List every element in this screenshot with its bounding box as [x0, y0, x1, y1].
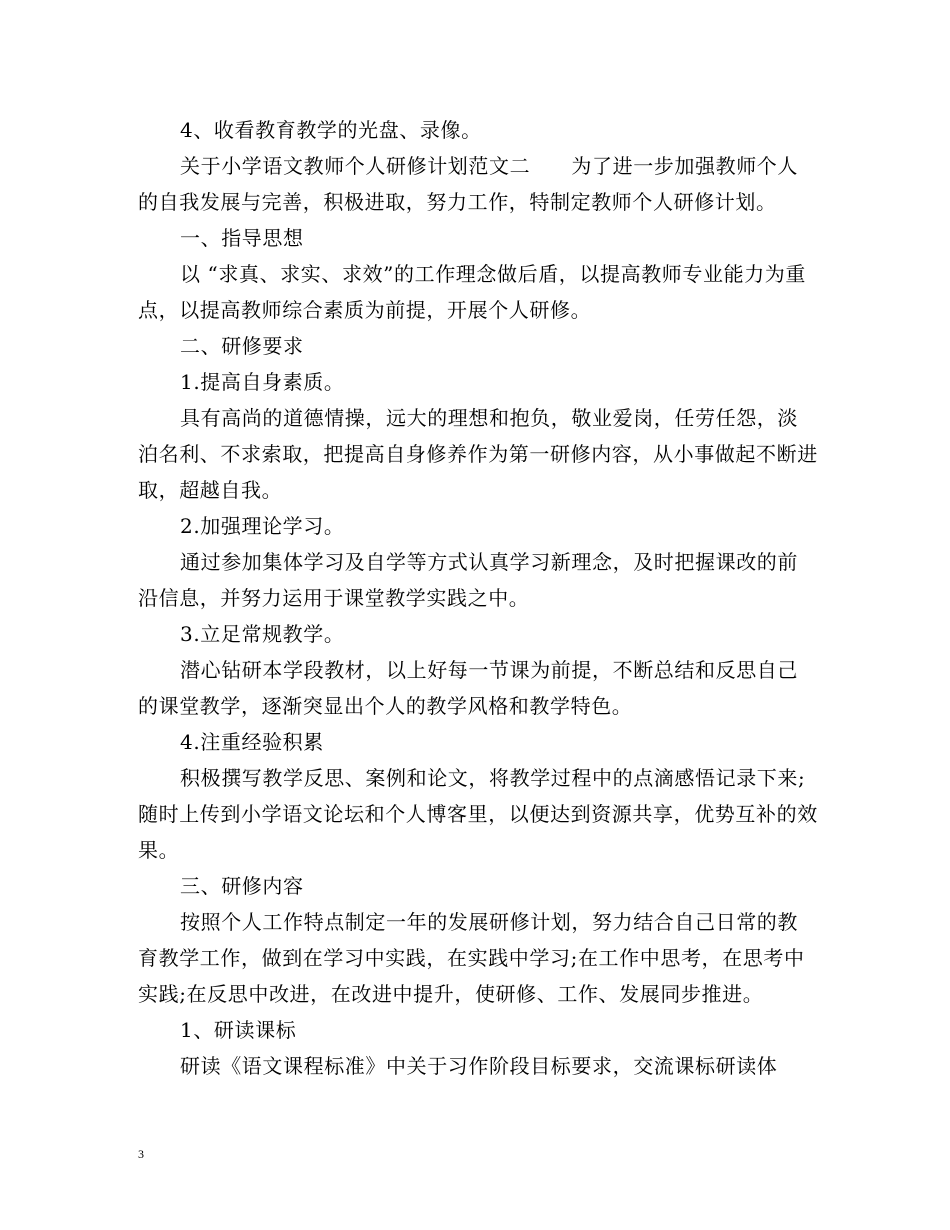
paragraph-experience: 积极撰写教学反思、案例和论文，将教学过程中的点滴感悟记录下来;随时上传到小学语文论坛和个人博客里，以便达到资源共享，优势互补的效果。	[138, 766, 818, 862]
section-heading-guiding-thought: 一、指导思想	[180, 226, 304, 250]
paragraph-guiding-thought: 以 “求真、求实、求效”的工作理念做后盾，以提高教师专业能力为重点，以提高教师综合素质为前提，开展个人研修。	[138, 262, 807, 322]
document-body	[138, 112, 818, 1084]
subheading-study-standards: 1、研读课标	[180, 1018, 297, 1042]
page-number: 3	[138, 1147, 144, 1161]
paragraph-theory-study: 通过参加集体学习及自学等方式认真学习新理念，及时把握课改的前沿信息，并努力运用于课堂教学实践之中。	[138, 550, 798, 610]
paragraph-content: 按照个人工作特点制定一年的发展研修计划，努力结合自己日常的教育教学工作，做到在学习中实践，在实践中学习;在工作中思考，在思考中实践;在反思中改进，在改进中提升，使研修、工作、发展同步推进。	[138, 910, 805, 1006]
section-heading-content: 三、研修内容	[180, 874, 304, 898]
paragraph-study-standards: 研读《语文课程标准》中关于习作阶段目标要求，交流课标研读体	[180, 1054, 778, 1078]
paragraph-routine-teaching: 潜心钻研本学段教材，以上好每一节课为前提，不断总结和反思自己的课堂教学，逐渐突显出个人的教学风格和教学特色。	[138, 658, 798, 718]
list-item-watch-discs: 4、收看教育教学的光盘、录像。	[180, 118, 482, 142]
paragraph-title-intro: 关于小学语文教师个人研修计划范文二 为了进一步加强教师个人的自我发展与完善，积极进取，努力工作，特制定教师个人研修计划。	[138, 154, 798, 214]
subheading-improve-quality: 1.提高自身素质。	[180, 370, 345, 394]
subheading-theory-study: 2.加强理论学习。	[180, 514, 345, 538]
paragraph-improve-quality: 具有高尚的道德情操，远大的理想和抱负，敬业爱岗，任劳任怨，淡泊名利、不求索取，把提高自身修养作为第一研修内容，从小事做起不断进取，超越自我。	[138, 406, 818, 502]
section-heading-requirements: 二、研修要求	[180, 334, 304, 358]
subheading-experience: 4.注重经验积累	[180, 730, 324, 754]
subheading-routine-teaching: 3.立足常规教学。	[180, 622, 345, 646]
